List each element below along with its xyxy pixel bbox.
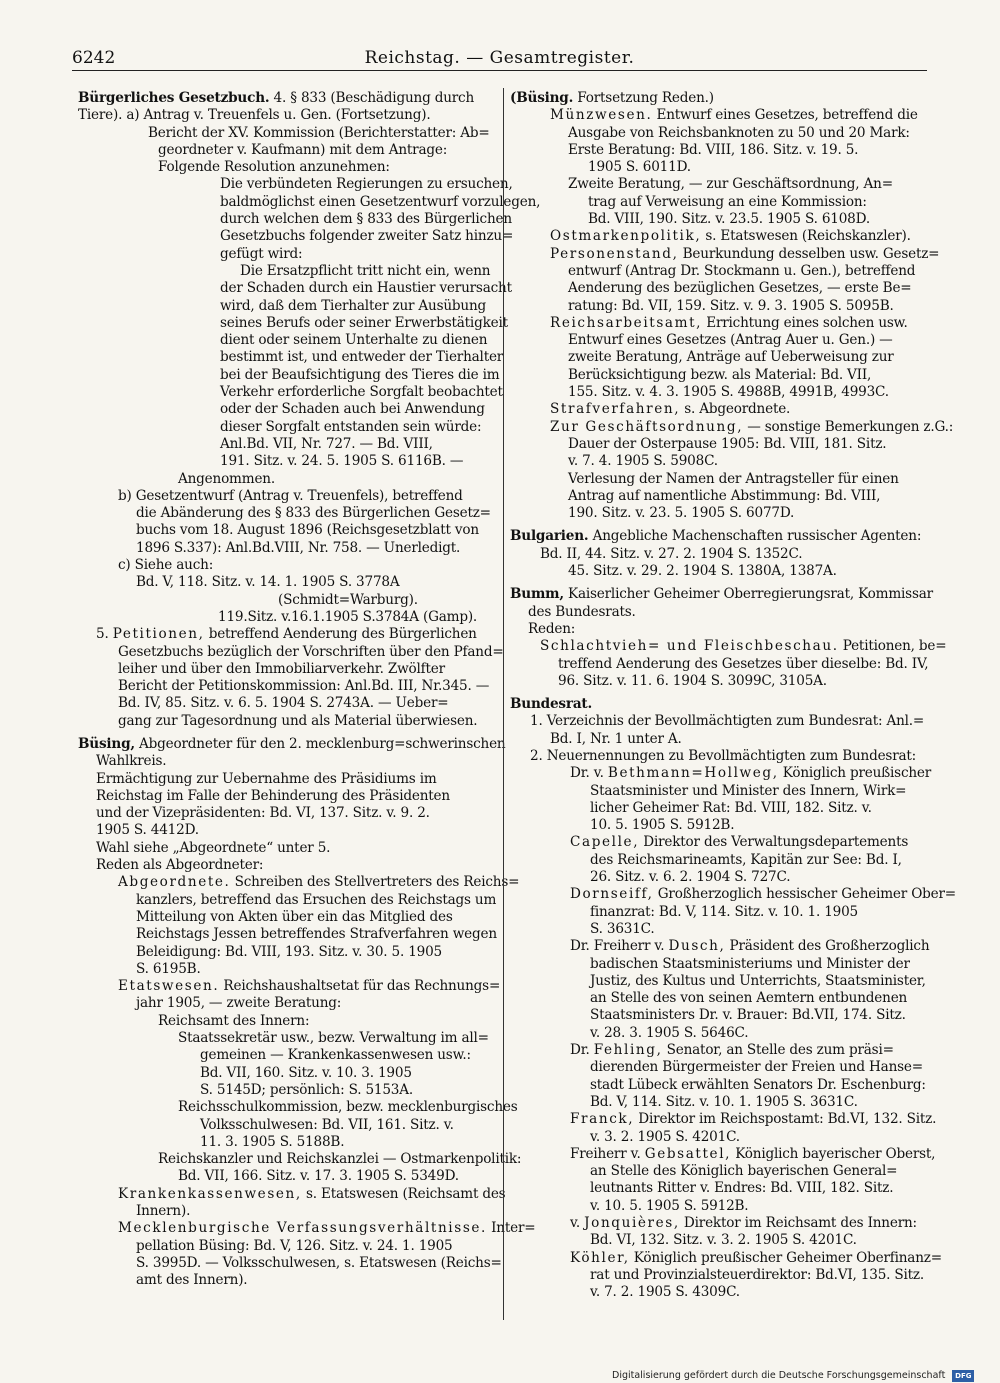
index-line: Capelle, Direktor des Verwaltungsdepartements [570, 834, 909, 851]
index-line: Mitteilung von Akten über ein das Mitglied des [136, 908, 453, 925]
index-line: 1905 S. 6011D. [588, 159, 691, 176]
index-line: Die verbündeten Regierungen zu ersuchen, [220, 176, 513, 193]
index-line: 1896 S.337): Anl.Bd.VIII, Nr. 758. — Unerledigt. [136, 539, 461, 556]
entry-headword: Bürgerliches Gesetzbuch. [78, 90, 270, 106]
index-line: v. 3. 2. 1905 S. 4201C. [590, 1128, 740, 1145]
subentry-keyword: Dusch, [668, 938, 726, 955]
index-line: bei der Beaufsichtigung des Tieres die im [220, 366, 500, 383]
column-divider [503, 88, 504, 1320]
index-line: an Stelle des von seinen Aemtern entbundenen [590, 990, 908, 1007]
index-line: Büsing, Abgeordneter für den 2. mecklenburg=schwerinschen [78, 735, 506, 752]
index-line: Bulgarien. Angebliche Machenschaften russischer Agenten: [510, 528, 922, 545]
index-line: trag auf Verweisung an eine Kommission: [588, 193, 867, 210]
index-line: Bürgerliches Gesetzbuch. 4. § 833 (Beschädigung durch [78, 90, 475, 106]
subentry-keyword: Petitionen, [112, 626, 205, 643]
index-line: leiher und über den Immobiliarverkehr. Zwölfter [118, 660, 445, 677]
running-title: Reichstag. — Gesamtregister. [364, 48, 635, 68]
index-line: Bericht der XV. Kommission (Berichterstatter: Ab= [148, 124, 490, 141]
index-line: gemeinen — Krankenkassenwesen usw.: [200, 1047, 471, 1064]
index-line: Staatsministers Dr. v. Brauer: Bd.VII, 174. Sitz. [590, 1007, 906, 1024]
index-line: Reichsamt des Innern: [158, 1012, 310, 1029]
subentry-keyword: Münzwesen. [550, 107, 653, 124]
index-line: Bd. I, Nr. 1 unter A. [550, 730, 682, 747]
index-line [510, 696, 925, 713]
index-line: Münzwesen. Entwurf eines Gesetzes, betreffend die [550, 107, 918, 124]
index-line: Aenderung des bezüglichen Gesetzes, — erste Be= [568, 280, 912, 297]
index-line: Volksschulwesen: Bd. VII, 161. Sitz. v. [200, 1116, 454, 1133]
index-line: Innern). [136, 1203, 191, 1219]
index-line: treffend Aenderung des Gesetzes über dieselbe: Bd. IV, [558, 655, 929, 672]
index-line: an Stelle des Königlich bayerischen General= [590, 1163, 898, 1180]
index-line: v. 7. 2. 1905 S. 4309C. [590, 1284, 740, 1301]
index-line: v. 7. 4. 1905 S. 5908C. [568, 453, 718, 470]
index-line: Berücksichtigung bezw. als Material: Bd. VII, [568, 366, 872, 383]
index-line: Verkehr erforderliche Sorgfalt beobachtet [220, 384, 503, 401]
index-line: kanzlers, betreffend das Ersuchen des Reichstags um [136, 891, 497, 908]
index-line: bestimmt ist, und entweder der Tierhalter [220, 349, 504, 366]
index-line: S. 6195B. [136, 960, 201, 977]
index-line: Franck, Direktor im Reichspostamt: Bd.VI, 132. Sitz. [570, 1111, 937, 1128]
index-line: und der Vizepräsidenten: Bd. VI, 137. Sitz. v. 9. 2. [96, 805, 430, 822]
index-line: 96. Sitz. v. 11. 6. 1904 S. 3099C, 3105A. [558, 672, 827, 689]
index-line: Staatsminister und Minister des Innern, Wirk= [590, 782, 907, 799]
subentry-keyword: Dornseiff, [570, 886, 654, 903]
index-line: des Bundesrats. [528, 603, 636, 620]
index-line: (Büsing. Fortsetzung Reden.) [510, 90, 714, 106]
index-line: geordneter v. Kaufmann) mit dem Antrage: [158, 141, 448, 158]
index-line: dient oder seinem Unterhalte zu dienen [220, 332, 488, 349]
entry-headword: (Büsing. [510, 90, 574, 106]
index-line: Reichsarbeitsamt, Errichtung eines solchen usw. [550, 314, 908, 331]
index-line: Bd. VII, 166. Sitz. v. 17. 3. 1905 S. 5349D. [178, 1168, 459, 1185]
index-line: Die Ersatzpflicht tritt nicht ein, wenn [240, 262, 491, 279]
subentry-keyword: Mecklenburgische Verfassungsverhältnisse. [118, 1220, 487, 1237]
subentry-keyword: Ostmarkenpolitik, [550, 228, 702, 245]
index-line: finanzrat: Bd. V, 114. Sitz. v. 10. 1. 1905 [590, 903, 858, 920]
index-line: v. Jonquières, Direktor im Reichsamt des Innern: [570, 1215, 917, 1231]
subentry-keyword: Reichsarbeitsamt, [550, 314, 703, 331]
index-line: Bericht der Petitionskommission: Anl.Bd. III, Nr.345. — [118, 678, 490, 695]
index-line: Verlesung der Namen der Antragsteller für einen [568, 470, 899, 487]
entry-headword: Büsing, [78, 735, 135, 752]
index-line: Zur Geschäftsordnung, — sonstige Bemerkungen z.G.: [550, 418, 954, 435]
index-line: Bd. VII, 160. Sitz. v. 10. 3. 1905 [200, 1064, 412, 1081]
index-line: Ostmarkenpolitik, s. Etatswesen (Reichskanzler). [550, 228, 911, 245]
index-line: pellation Büsing: Bd. V, 126. Sitz. v. 24. 1. 1905 [136, 1237, 453, 1254]
index-line: ratung: Bd. VII, 159. Sitz. v. 9. 3. 1905 S. 5095B. [568, 297, 894, 314]
index-line: Ausgabe von Reichsbanknoten zu 50 und 20 Mark: [568, 124, 910, 141]
index-line: 26. Sitz. v. 6. 2. 1904 S. 727C. [590, 869, 791, 886]
index-line: Dr. v. Bethmann=Hollweg, Königlich preußischer [570, 765, 932, 782]
index-line: Reden als Abgeordneter: [96, 857, 264, 874]
index-line: badischen Staatsministeriums und Minister der [590, 955, 910, 972]
index-line: S. 5145D; persönlich: S. 5153A. [200, 1081, 413, 1098]
index-line: Mecklenburgische Verfassungsverhältnisse. Inter= [118, 1220, 536, 1237]
index-line: Bumm, Kaiserlicher Geheimer Oberregierungsrat, Kommissar [510, 586, 933, 603]
index-line: Gesetzbuchs folgender zweiter Satz hinzu= [220, 228, 514, 245]
index-line: Antrag auf namentliche Abstimmung: Bd. VIII, [568, 487, 881, 504]
index-line: c) Siehe auch: [118, 557, 214, 574]
subentry-keyword: Etatswesen. [118, 978, 220, 995]
index-line: 119.Sitz. v.16.1.1905 S.3784A (Gamp). [218, 608, 478, 625]
subentry-keyword: Strafverfahren, [550, 401, 681, 418]
index-line: Krankenkassenwesen, s. Etatswesen (Reichsamt des [118, 1185, 506, 1202]
index-line: Köhler, Königlich preußischer Geheimer Oberfinanz= [570, 1249, 942, 1266]
index-line: Reichsschulkommission, bezw. mecklenburgisches [178, 1099, 518, 1116]
index-line: entwurf (Antrag Dr. Stockmann u. Gen.), betreffend [568, 262, 916, 279]
subentry-keyword: Bethmann=Hollweg, [607, 765, 779, 782]
index-line: Entwurf eines Gesetzes (Antrag Auer u. Gen.) — [568, 332, 893, 349]
index-line: der Schaden durch ein Haustier verursacht [220, 280, 512, 297]
index-line: (Schmidt=Warburg). [278, 591, 418, 608]
index-line: wird, daß dem Tierhalter zur Ausübung [220, 297, 487, 314]
index-line: Bd. V, 114. Sitz. v. 10. 1. 1905 S. 3631C. [590, 1093, 858, 1110]
index-line: amt des Innern). [136, 1272, 248, 1289]
subentry-keyword: Fehling, [593, 1042, 663, 1059]
index-line: dierenden Bürgermeister der Freien und Hanse= [590, 1059, 923, 1076]
index-line: Etatswesen. Reichshaushaltsetat für das Rechnungs= [118, 978, 501, 995]
subentry-keyword: Krankenkassenwesen, [118, 1185, 302, 1202]
index-line: seines Berufs oder seiner Erwerbstätigkeit [220, 314, 508, 331]
index-line: Reden: [528, 620, 576, 637]
index-line: Reichstags Jessen betreffendes Strafverfahren wegen [136, 926, 497, 943]
index-line: Tiere). a) Antrag v. Treuenfels u. Gen. (Fortsetzung). [78, 107, 431, 124]
index-line: Bd. VIII, 190. Sitz. v. 23.5. 1905 S. 6108D. [588, 211, 870, 228]
index-line: Wahlkreis. [96, 753, 167, 770]
index-line: Reichskanzler und Reichskanzlei — Ostmarkenpolitik: [158, 1151, 522, 1168]
index-line: stadt Lübeck erwählten Senators Dr. Eschenburg: [590, 1076, 926, 1093]
right-column [510, 90, 956, 1301]
index-line: Erste Beratung: Bd. VIII, 186. Sitz. v. 19. 5. [568, 141, 859, 158]
footer-credit [612, 1368, 992, 1383]
index-line: 10. 5. 1905 S. 5912B. [590, 817, 735, 834]
subentry-keyword: Gebsattel, [644, 1145, 732, 1162]
index-line: v. 28. 3. 1905 S. 5646C. [590, 1024, 749, 1041]
subentry-keyword: Schlachtvieh= und Fleischbeschau. [540, 638, 839, 655]
index-line: leutnants Ritter v. Endres: Bd. VIII, 182. Sitz. [590, 1180, 894, 1197]
index-line: 2. Neuernennungen zu Bevollmächtigten zum Bundesrat: [530, 747, 917, 764]
index-line: dieser Sorgfalt entstanden sein würde: [220, 418, 482, 435]
index-line: buchs vom 18. August 1896 (Reichsgesetzblatt von [136, 522, 479, 539]
subentry-keyword: Capelle, [570, 834, 640, 851]
index-line: Reichstag im Falle der Behinderung des Präsidenten [96, 787, 450, 804]
dfg-logo: DFG [952, 1370, 974, 1382]
index-line: zweite Beratung, Anträge auf Ueberweisung zur [568, 349, 894, 366]
index-line: baldmöglichst einen Gesetzentwurf vorzulegen, [220, 193, 541, 210]
running-header [72, 44, 927, 71]
index-line: Zweite Beratung, — zur Geschäftsordnung, An= [568, 176, 893, 193]
index-line: 191. Sitz. v. 24. 5. 1905 S. 6116B. — [220, 453, 464, 470]
subentry-keyword: Franck, [570, 1111, 635, 1128]
index-line: Beleidigung: Bd. VIII, 193. Sitz. v. 30. 5. 1905 [136, 943, 442, 960]
index-line: Anl.Bd. VII, Nr. 727. — Bd. VIII, [220, 435, 433, 452]
index-line: S. 3995D. — Volksschulwesen, s. Etatswesen (Reichs= [136, 1254, 502, 1271]
index-line: Strafverfahren, s. Abgeordnete. [550, 401, 791, 418]
subentry-keyword: Köhler, [570, 1249, 630, 1266]
subentry-keyword: Jonquières, [584, 1215, 680, 1231]
footer-text: Digitalisierung gefördert durch die Deutsche Forschungsgemeinschaft [612, 1370, 946, 1381]
subentry-keyword: Zur Geschäftsordnung, [550, 418, 744, 435]
index-line: 45. Sitz. v. 29. 2. 1904 S. 1380A, 1387A. [568, 563, 837, 580]
index-line: Freiherr v. Gebsattel, Königlich bayerischer Oberst, [570, 1145, 936, 1162]
index-line: Dr. Freiherr v. Dusch, Präsident des Großherzoglich [570, 938, 930, 955]
index-line: Folgende Resolution anzunehmen: [158, 159, 390, 176]
subentry-keyword: Personenstand, [550, 245, 679, 262]
index-line: 1. Verzeichnis der Bevollmächtigten zum Bundesrat: Anl.= [530, 713, 925, 730]
index-line: S. 3631C. [590, 920, 655, 937]
index-line: Bd. V, 118. Sitz. v. 14. 1. 1905 S. 3778A [136, 574, 400, 591]
index-line: 190. Sitz. v. 23. 5. 1905 S. 6077D. [568, 505, 795, 522]
index-line: oder der Schaden auch bei Anwendung [220, 401, 485, 418]
index-line: 155. Sitz. v. 4. 3. 1905 S. 4988B, 4991B, 4993C. [568, 384, 889, 401]
entry-headword: Bundesrat. [510, 696, 593, 713]
index-line: die Abänderung des § 833 des Bürgerlichen Gesetz= [136, 505, 491, 522]
index-line: Gesetzbuchs bezüglich der Vorschriften über den Pfand= [118, 643, 504, 660]
subentry-keyword: Abgeordnete. [118, 874, 231, 891]
index-line: Staatssekretär usw., bezw. Verwaltung im all= [178, 1030, 489, 1047]
index-line: Dr. Fehling, Senator, an Stelle des zum präsi= [570, 1042, 894, 1059]
index-line: Personenstand, Beurkundung desselben usw. Gesetz= [550, 245, 940, 262]
index-line: licher Geheimer Rat: Bd. VIII, 182. Sitz. v. [590, 799, 872, 816]
index-line: 11. 3. 1905 S. 5188B. [200, 1133, 345, 1150]
index-line: Dauer der Osterpause 1905: Bd. VIII, 181. Sitz. [568, 435, 887, 452]
index-line: Bd. VI, 132. Sitz. v. 3. 2. 1905 S. 4201C. [590, 1232, 857, 1249]
index-line: Abgeordnete. Schreiben des Stellvertreters des Reichs= [118, 874, 520, 891]
index-line: gang zur Tagesordnung und als Material überwiesen. [118, 712, 478, 729]
entry-headword: Bulgarien. [510, 528, 589, 545]
index-line: 1905 S. 4412D. [96, 822, 199, 839]
index-line: 5. Petitionen, betreffend Aenderung des Bürgerlichen [96, 626, 477, 643]
index-line: Bd. IV, 85. Sitz. v. 6. 5. 1904 S. 2743A. — Ueber= [118, 695, 449, 712]
index-line: Angenommen. [178, 470, 275, 487]
index-line: Justiz, des Kultus und Unterrichts, Staatsminister, [590, 972, 926, 989]
index-line: Ermächtigung zur Uebernahme des Präsidiums im [96, 770, 437, 787]
index-line: b) Gesetzentwurf (Antrag v. Treuenfels), betreffend [118, 487, 463, 504]
index-line: Dornseiff, Großherzoglich hessischer Geheimer Ober= [570, 886, 956, 903]
index-line: rat und Provinzialsteuerdirektor: Bd.VI, 135. Sitz. [590, 1266, 924, 1283]
index-line: v. 10. 5. 1905 S. 5912B. [590, 1197, 749, 1214]
page-number: 6242 [72, 48, 116, 68]
entry-headword: Bumm, [510, 586, 564, 603]
index-line: durch welchen dem § 833 des Bürgerlichen [220, 211, 512, 228]
index-line: Bd. II, 44. Sitz. v. 27. 2. 1904 S. 1352C. [540, 545, 803, 562]
index-line: gefügt wird: [220, 245, 303, 262]
index-line: Wahl siehe „Abgeordnete“ unter 5. [96, 839, 331, 856]
index-line: Schlachtvieh= und Fleischbeschau. Petitionen, be= [540, 638, 947, 655]
index-line: des Reichsmarineamts, Kapitän zur See: Bd. I, [590, 851, 902, 868]
index-line: jahr 1905, — zweite Beratung: [136, 995, 342, 1012]
